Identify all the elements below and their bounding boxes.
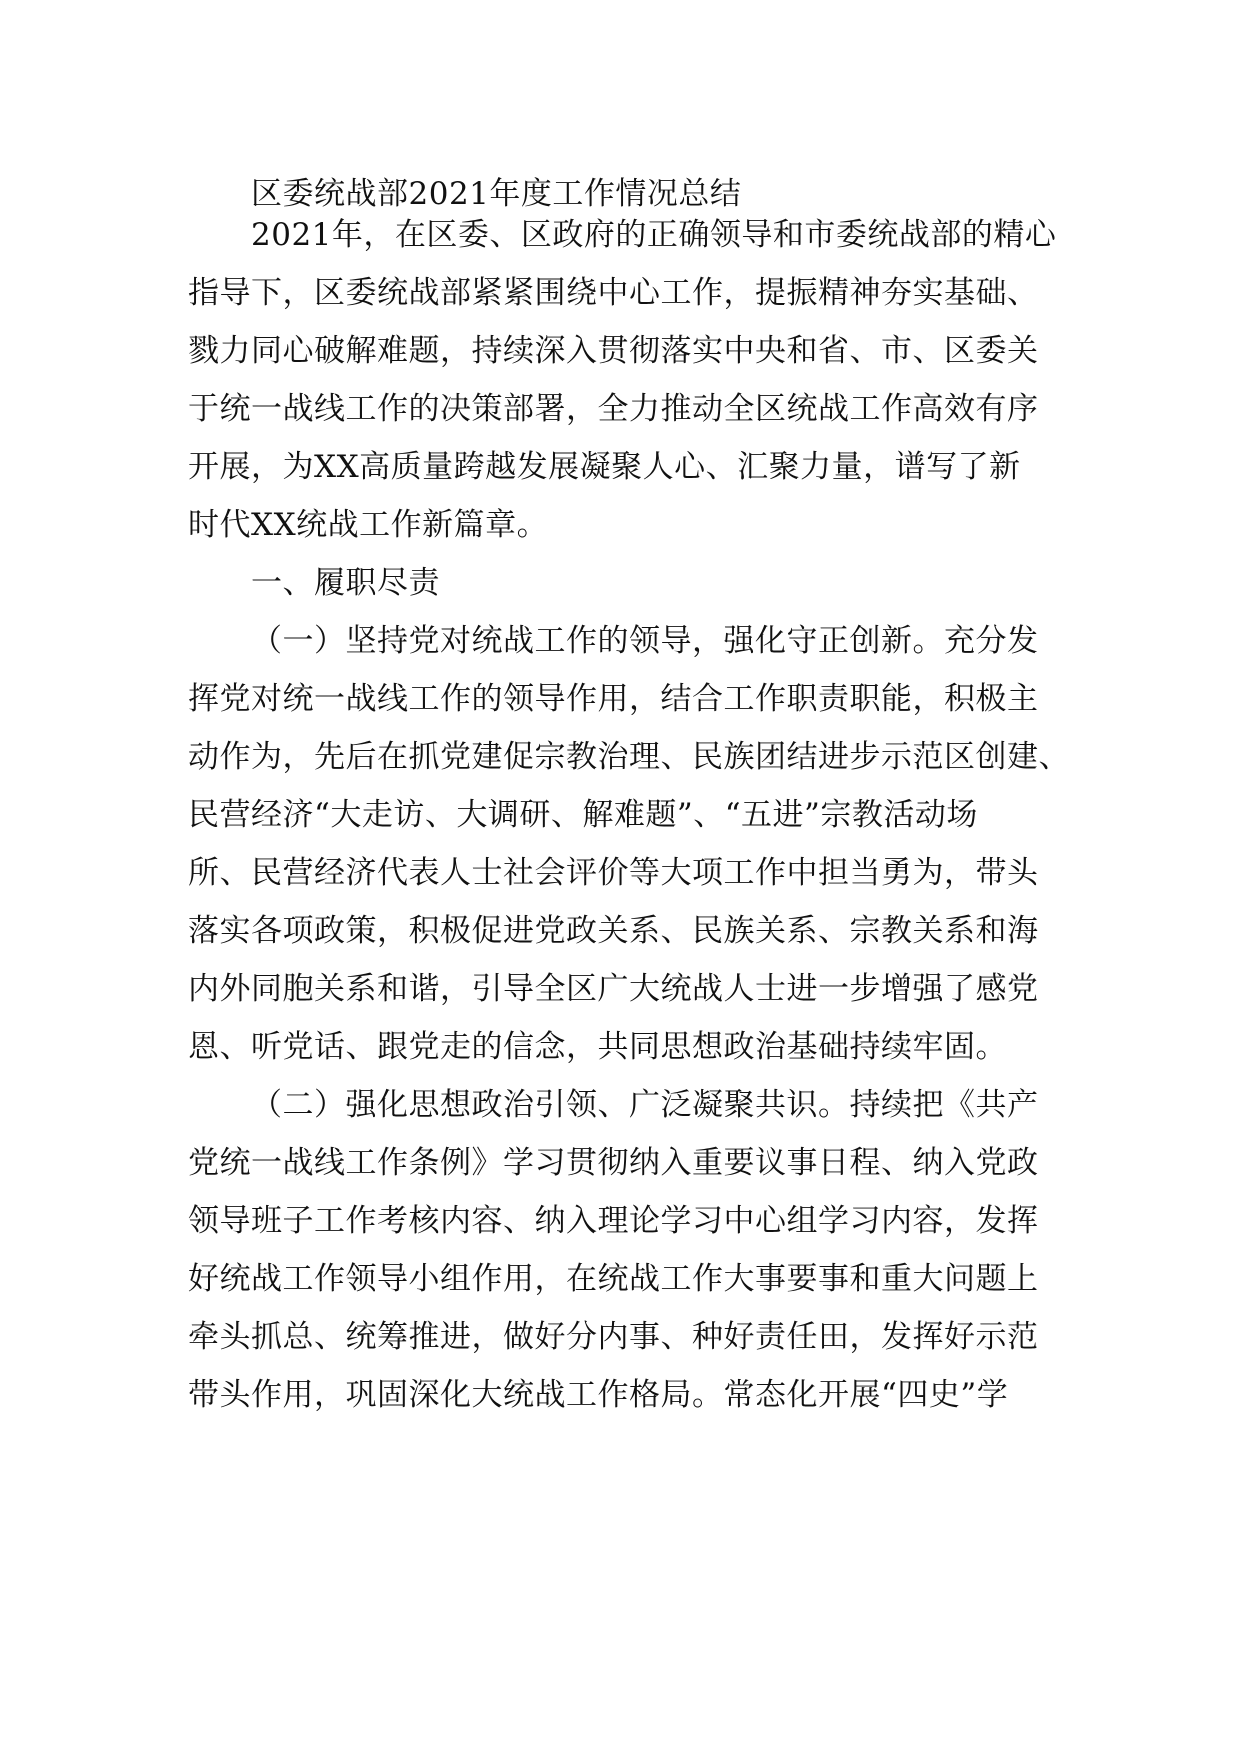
paragraph-1-line-6: 时代XX统战工作新篇章。 (188, 507, 549, 543)
paragraph-2-line-5: 所、民营经济代表人士社会评价等大项工作中担当勇为，带头 (188, 855, 1039, 891)
paragraph-2-line-7: 内外同胞关系和谐，引导全区广大统战人士进一步增强了感党 (188, 971, 1039, 1007)
paragraph-2-line-1: （一）坚持党对统战工作的领导，强化守正创新。充分发 (251, 623, 1039, 659)
paragraph-3-line-5: 牵头抓总、统筹推进，做好分内事、种好责任田，发挥好示范 (188, 1319, 1039, 1355)
paragraph-1-line-4: 于统一战线工作的决策部署，全力推动全区统战工作高效有序 (188, 391, 1039, 427)
section-heading: 一、履职尽责 (251, 565, 440, 601)
paragraph-3-line-1: （二）强化思想政治引领、广泛凝聚共识。持续把《共产 (251, 1087, 1039, 1123)
paragraph-1-line-5: 开展，为XX高质量跨越发展凝聚人心、汇聚力量，谱写了新 (188, 449, 1021, 485)
paragraph-3-line-4: 好统战工作领导小组作用，在统战工作大事要事和重大问题上 (188, 1261, 1039, 1297)
paragraph-1-line-3: 戮力同心破解难题，持续深入贯彻落实中央和省、市、区委关 (188, 333, 1039, 369)
paragraph-2-line-3: 动作为，先后在抓党建促宗教治理、民族团结进步示范区创建、 (188, 739, 1070, 775)
paragraph-1-line-1: 2021年，在区委、区政府的正确领导和市委统战部的精心 (251, 217, 1057, 253)
paragraph-2-line-2: 挥党对统一战线工作的领导作用，结合工作职责职能，积极主 (188, 681, 1039, 717)
paragraph-2-line-8: 恩、听党话、跟党走的信念，共同思想政治基础持续牢固。 (188, 1029, 1007, 1065)
paragraph-3-line-6: 带头作用，巩固深化大统战工作格局。常态化开展“四史”学 (188, 1377, 1009, 1413)
paragraph-3-line-2: 党统一战线工作条例》学习贯彻纳入重要议事日程、纳入党政 (188, 1145, 1039, 1181)
document-title: 区委统战部2021年度工作情况总结 (251, 176, 742, 212)
paragraph-3-line-3: 领导班子工作考核内容、纳入理论学习中心组学习内容，发挥 (188, 1203, 1039, 1239)
paragraph-2-line-6: 落实各项政策，积极促进党政关系、民族关系、宗教关系和海 (188, 913, 1039, 949)
paragraph-2-line-4: 民营经济“大走访、大调研、解难题”、“五进”宗教活动场 (188, 797, 978, 833)
paragraph-1-line-2: 指导下，区委统战部紧紧围绕中心工作，提振精神夯实基础、 (188, 275, 1039, 311)
